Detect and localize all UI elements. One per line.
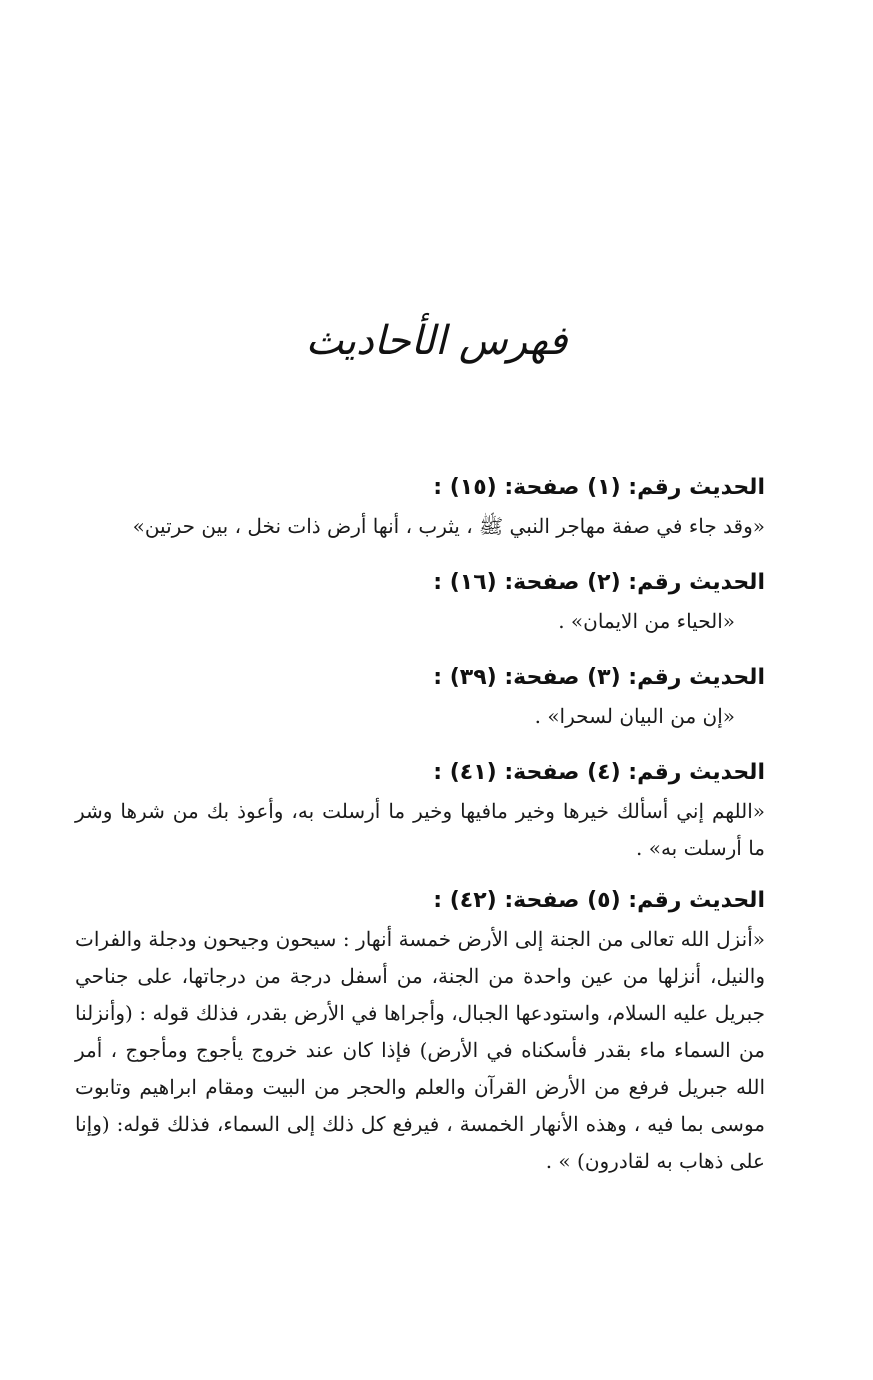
hadith-heading: الحديث رقم: (٤) صفحة: (٤١) : [433, 760, 765, 785]
hadith-entry-1 [75, 468, 765, 545]
hadith-heading: الحديث رقم: (١) صفحة: (١٥) : [433, 475, 765, 500]
hadith-entry-4 [75, 753, 765, 867]
hadith-text: «اللهم إني أسألك خيرها وخير مافيها وخير ما أرسلت به، وأعوذ بك من شرها وشر ما أرسلت به» . [75, 799, 765, 860]
hadith-entry-5 [75, 881, 765, 1180]
hadith-heading: الحديث رقم: (٣) صفحة: (٣٩) : [433, 665, 765, 690]
hadith-index [75, 468, 765, 1194]
hadith-heading: الحديث رقم: (٢) صفحة: (١٦) : [433, 570, 765, 595]
hadith-entry-3 [75, 658, 765, 735]
hadith-text: «الحياء من الايمان» . [558, 609, 735, 633]
hadith-text: «إن من البيان لسحرا» . [534, 704, 735, 728]
hadith-heading: الحديث رقم: (٥) صفحة: (٤٢) : [433, 888, 765, 913]
hadith-text: «أنزل الله تعالى من الجنة إلى الأرض خمسة أنهار : سيحون وجيحون ودجلة والفرات والنيل، أنزلها من عين واحدة من الجنة، من أسفل درجة من درجاتها، على جناحي جبريل عليه السلام، واستودعها الجبال، وأجراها في الأرض بقدر، فذلك قوله : (وأنزلنا من السماء ماء بقدر فأسكناه في الأرض) فإذا كان عند خروج يأجوج ومأجوج ، أمر الله جبريل فرفع من الأرض القرآن والعلم والحجر من البيت ومقام ابراهيم وتابوت موسى بما فيه ، وهذه الأنهار الخمسة ، فيرفع كل ذلك إلى السماء، فذلك قوله: (وإنا على ذهاب به لقادرون) » . [75, 927, 765, 1173]
page-title: فهرس الأحاديث [305, 318, 568, 364]
hadith-text: «وقد جاء في صفة مهاجر النبي ﷺ ، يثرب ، أنها أرض ذات نخل ، بين حرتين» [132, 514, 765, 538]
hadith-entry-2 [75, 563, 765, 640]
